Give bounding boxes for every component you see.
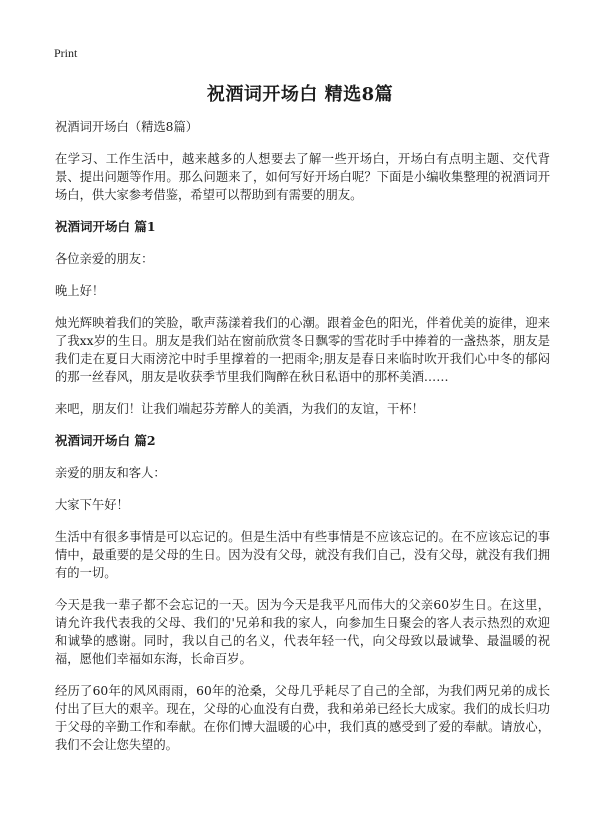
paragraph: 生活中有很多事情是可以忘记的。但是生活中有些事情是不应该忘记的。在不应该忘记的事情中，最重要的是父母的生日。因为没有父母，就没有我们自己，没有父母，就没有我们拥有的一切。 (55, 530, 550, 580)
section-heading: 祝酒词开场白 篇1 (55, 219, 156, 234)
intro-paragraph: 在学习、工作生活中，越来越多的人想要去了解一些开场白，开场白有点明主题、交代背景、提出问题等作用。那么问题来了，如何写好开场白呢？下面是小编收集整理的祝酒词开场白，供大家参考借鉴，希望可以帮助到有需要的朋友。 (55, 152, 550, 202)
paragraph: 各位亲爱的朋友： (55, 252, 154, 266)
section-heading: 祝酒词开场白 篇2 (55, 433, 156, 448)
paragraph: 今天是我一辈子都不会忘记的一天。因为今天是我平凡而伟大的父亲60岁生日。在这里，请允许我代表我的父母、我们的'兄弟和我的家人，向参加生日聚会的客人表示热烈的欢迎和诚挚的感谢。同时，我以自己的名义，代表年轻一代，向父母致以最诚挚、最温暖的祝福，愿他们幸福如东海，长命百岁。 (55, 598, 550, 666)
paragraph: 晚上好！ (55, 284, 105, 298)
document-subtitle: 祝酒词开场白（精选8篇） (55, 120, 199, 134)
paragraph: 经历了60年的风风雨雨，60年的沧桑，父母几乎耗尽了自己的全部，为我们两兄弟的成长付出了巨大的艰辛。现在，父母的心血没有白费，我和弟弟已经长大成家。我们的成长归功于父母的辛勤工作和奉献。在你们博大温暖的心中，我们真的感受到了爱的奉献。请放心，我们不会让您失望的。 (55, 684, 550, 752)
print-label: Print (54, 46, 78, 60)
document-body (55, 118, 550, 768)
paragraph: 大家下午好！ (55, 498, 129, 512)
paragraph: 亲爱的朋友和客人： (55, 466, 166, 480)
paragraph: 来吧，朋友们！让我们端起芬芳醉人的美酒，为我们的友谊，干杯！ (55, 402, 424, 416)
paragraph: 烛光辉映着我们的笑脸，歌声荡漾着我们的心潮。跟着金色的阳光，伴着优美的旋律，迎来了我xx岁的生日。朋友是我们站在窗前欣赏冬日飘零的雪花时手中捧着的一盏热茶，朋友是我们走在夏日大雨滂沱中时手里撑着的一把雨伞;朋友是春日来临时吹开我们心中冬的郁闷的那一丝春风，朋友是收获季节里我们陶醉在秋日私语中的那杯美酒…… (55, 316, 550, 384)
page-title: 祝酒词开场白 精选8篇 (206, 84, 394, 105)
